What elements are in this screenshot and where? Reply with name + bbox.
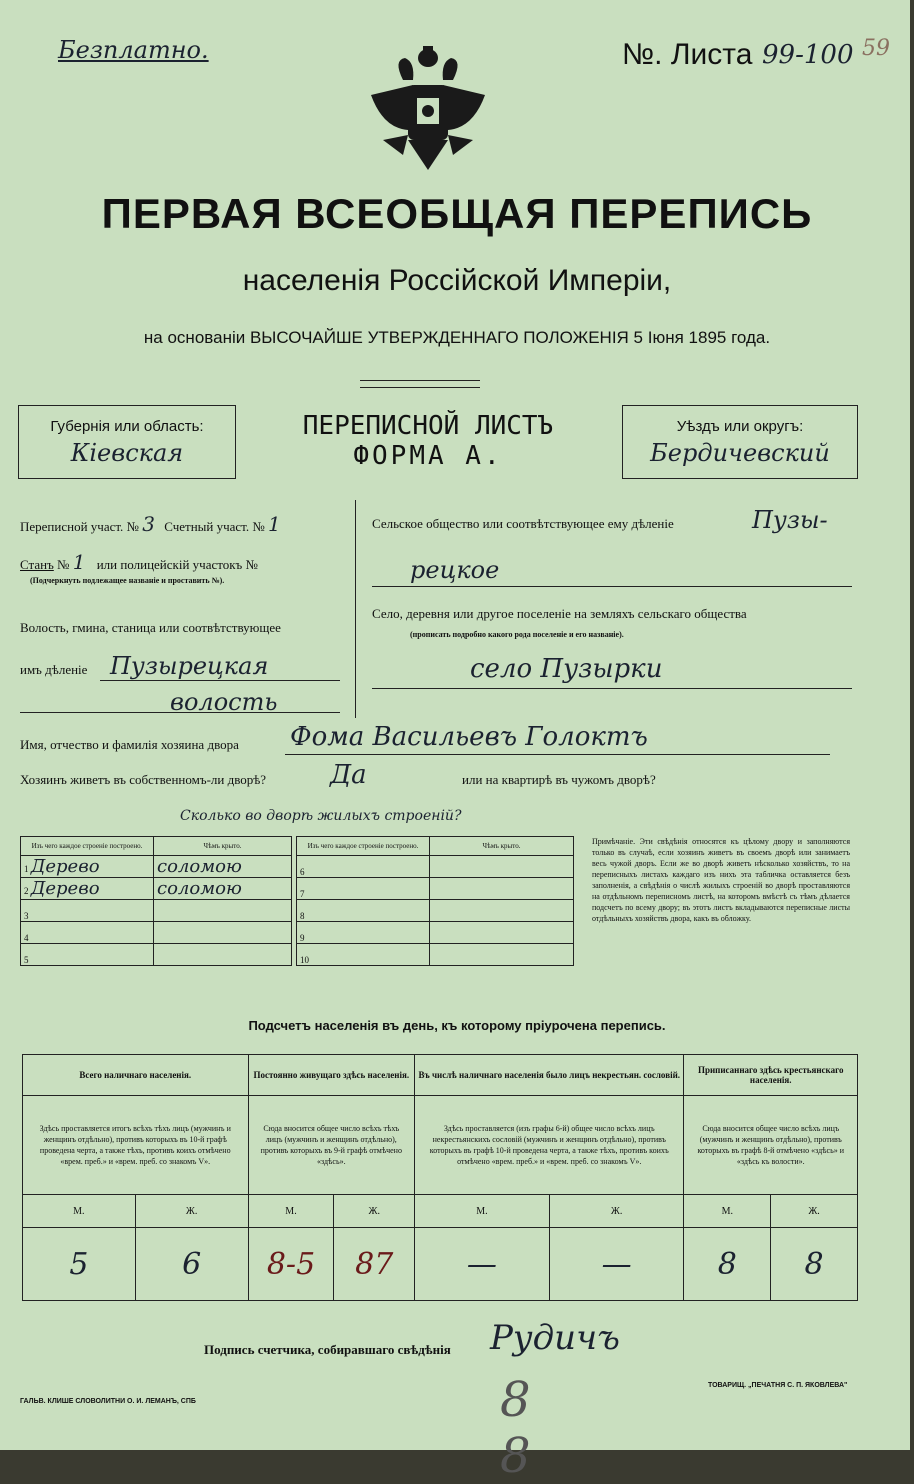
own-yard-value: Да (330, 760, 367, 790)
table-row: 10 (297, 944, 574, 966)
society-label: Сельское общество или соотвѣтствующее ему дѣленіе (372, 516, 674, 531)
volost-value-2: волость (170, 688, 278, 716)
pencil-marks: 8 8 (500, 1372, 651, 1484)
volost-label: Волость, гмина, станица или соотвѣтствующее (20, 620, 281, 635)
count-plot-value: 1 (268, 512, 281, 536)
ornament-divider (360, 380, 480, 388)
permanent-male: 8-5 (248, 1228, 334, 1301)
underline-note: (Подчеркнуть подлежащее названіе и проставить №). (30, 576, 225, 585)
population-title: Подсчетъ населенія въ день, къ которому пріурочена перепись. (248, 1018, 666, 1033)
table-row: 4 (21, 922, 292, 944)
col-total: Всего наличнаго населенія. (23, 1055, 249, 1096)
stan-row: Станъ № 1 или полицейскій участокъ № (20, 550, 258, 574)
census-plot-value: 3 (142, 512, 155, 536)
society-value-2: рецкое (410, 556, 500, 584)
table-row: 7 (297, 878, 574, 900)
district-label: Уѣздъ или округъ: (676, 418, 804, 435)
buildings-label: Сколько во дворѣ жилыхъ строеній? (180, 808, 462, 824)
table-row: 6 (297, 856, 574, 878)
structures-note: Примѣчаніе. Эти свѣдѣнія относятся къ цѣлому двору и заполняются только въ случаѣ, если хозяинъ живетъ въ своемъ дворѣ или занимаетъ весь чужой дворъ. Если же во дворѣ живетъ нѣсколько хозяйствъ, то на переписныхъ листахъ каждаго изъ нихъ эта табличка оставляется безъ заполненія, а свѣдѣнія о числѣ жилыхъ строеній во дворѣ проставляются на отдѣльномъ переписномъ листѣ, на которомъ вмѣстѣ съ тѣмъ дѣлается подсчетъ по всему двору; въ этотъ листъ вкладываются переписные листы отдѣльныхъ хозяйствъ двора, какъ въ обложку. (592, 837, 850, 923)
permanent-female: 87 (334, 1228, 415, 1301)
table-row: 8 (297, 900, 574, 922)
total-male: 5 (23, 1228, 136, 1301)
column-divider (355, 500, 356, 718)
col-non-peasant: Въ числѣ наличнаго населенія было лицъ некрестьян. сословій. (415, 1055, 684, 1096)
rent-label: или на квартирѣ въ чужомъ дворѣ? (462, 772, 656, 787)
district-box (622, 405, 858, 479)
sheet-number-value: 99-100 (762, 40, 854, 70)
printer-left: ГАЛЬВ. КЛИШЕ СЛОВОЛИТНИ О. И. ЛЕМАНЪ, СПБ (20, 1398, 196, 1405)
structures-table-right: Изъ чего каждое строеніе построено. Чѣмъ крыто. 6 7 8 9 10 (296, 836, 574, 966)
district-value: Бердичевский (650, 439, 830, 467)
peasant-female: 8 (771, 1228, 858, 1301)
legal-basis: на основаніи ВЫСОЧАЙШЕ УТВЕРЖДЕННАГО ПОЛОЖЕНІЯ 5 Іюня 1895 года. (143, 328, 771, 347)
volost-value-1: Пузырецкая (110, 652, 269, 680)
form-title-box (240, 405, 616, 477)
census-subtitle: населенія Россійской Имперіи, (242, 264, 672, 297)
structures-table-left (20, 836, 292, 966)
col-registered-peasant: Приписаннаго здѣсь крестьянскаго населенія. (684, 1055, 858, 1096)
table-row: 5 (21, 944, 292, 966)
double-headed-eagle-emblem (363, 40, 493, 180)
col-material: Изъ чего каждое строеніе построено. (21, 837, 154, 856)
non-peasant-male: — (415, 1228, 550, 1301)
province-box (18, 405, 236, 479)
total-female: 6 (135, 1228, 248, 1301)
police-label: или полицейскій участокъ № (96, 557, 258, 572)
society-value-1: Пузы- (752, 506, 828, 534)
plot-row (20, 512, 350, 536)
form-title: ПЕРЕПИСНОЙ ЛИСТЪ (302, 411, 554, 441)
census-plot-label: Переписной участ. № (20, 519, 139, 534)
table-row: 2 Дерево соломою (21, 878, 292, 900)
peasant-male: 8 (684, 1228, 771, 1301)
province-value: Кіевская (70, 439, 184, 467)
owner-name-value: Фома Васильевъ Голоктъ (290, 722, 648, 752)
volost-label-2: имъ дѣленіе (20, 662, 88, 677)
enumerator-signature: Рудичъ (490, 1318, 620, 1358)
free-label: Безплатно. (58, 36, 209, 64)
population-table: Всего наличнаго населенія. Постоянно живущаго здѣсь населенія. Въ числѣ наличнаго населенія было лицъ некрестьян. сословій. Приписаннаго здѣсь крестьянскаго населенія. Здѣсь проставляется итогъ всѣхъ тѣхъ лицъ (мужчинъ и женщинъ отдѣльно), противъ которыхъ въ 10-й графѣ проведена черта, а также тѣхъ, противъ коихъ отмѣчено «врем. преб.» и «врем. преб. со знакомъ V». Сюда вносится общее число всѣхъ тѣхъ лицъ (мужчинъ и женщинъ отдѣльно), противъ которыхъ въ 9-й графѣ отмѣчено «здѣсь». Здѣсь проставляется (изъ графы 6-й) общее число всѣхъ лицъ некрестьянскихъ сословій (мужчинъ и женщинъ отдѣльно), противъ которыхъ въ графѣ 10-й проведена черта, а также тѣхъ, противъ коихъ отмѣчено «врем. преб.» и «врем. преб. со знакомъ V». Сюда вносится общее число всѣхъ лицъ (мужчинъ и женщинъ отдѣльно), противъ которыхъ въ графѣ 8-й отмѣчено «здѣсь» и «здѣсь къ волости». М. Ж. М. Ж. М. Ж. М. Ж. 5 6 8-5 87 — — 8 8 (22, 1054, 858, 1301)
stan-value: 1 (72, 550, 86, 574)
stan-label: Станъ (20, 557, 54, 572)
printer-right: ТОВАРИЩ. „ПЕЧАТНЯ С. П. ЯКОВЛЕВА" (708, 1382, 848, 1389)
own-yard-label: Хозяинъ живетъ въ собственномъ-ли дворѣ? (20, 772, 267, 787)
col-permanent: Постоянно живущаго здѣсь населенія. (248, 1055, 415, 1096)
population-values (23, 1228, 858, 1301)
signature-label: Подпись счетчика, собиравшаго свѣдѣнія (204, 1342, 451, 1357)
owner-name-label: Имя, отчество и фамилія хозяина двора (20, 737, 239, 752)
village-note: (прописать подробно какого рода поселеніе и его названіе). (410, 630, 624, 639)
census-title: ПЕРВАЯ ВСЕОБЩАЯ ПЕРЕПИСЬ (101, 190, 813, 237)
village-value: село Пузырки (470, 654, 663, 684)
non-peasant-female: — (549, 1228, 684, 1301)
corner-pencil-mark: 59 (862, 36, 890, 61)
col-roof: Чѣмъ крыто. (154, 837, 292, 856)
table-row: 1 Дерево соломою (21, 856, 292, 878)
count-plot-label: Счетный участ. № (164, 519, 265, 534)
village-label: Село, деревня или другое поселеніе на земляхъ сельскаго общества (372, 606, 747, 621)
table-row: 9 (297, 922, 574, 944)
form-name: ФОРМА А. (353, 441, 503, 471)
table-row: 3 (21, 900, 292, 922)
province-label: Губернія или область: (50, 418, 204, 435)
sheet-number-label: №. Листа (622, 38, 753, 71)
